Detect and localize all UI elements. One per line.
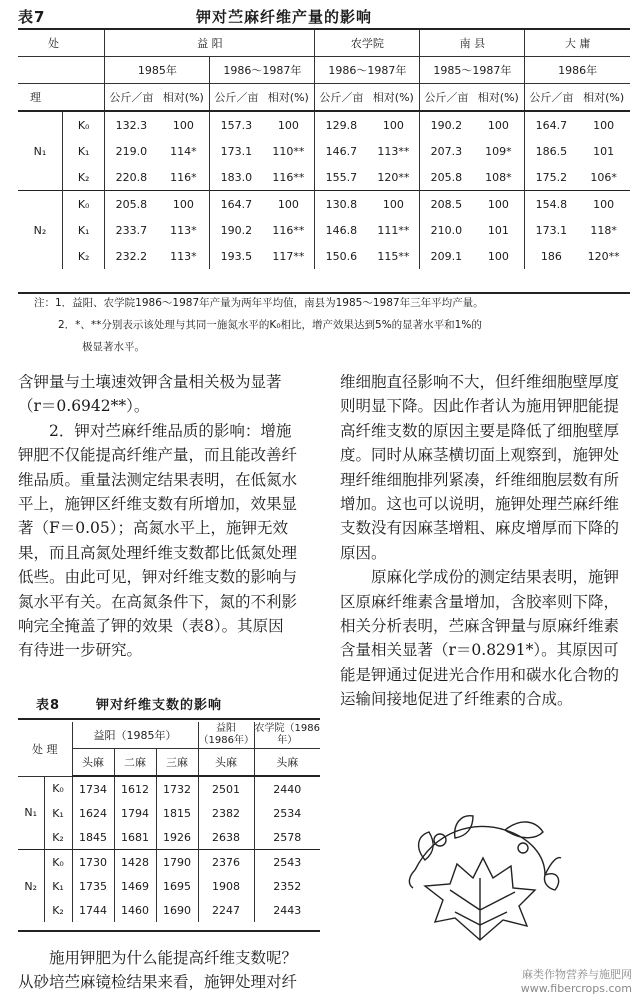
text-line: 则明显下降。因此作者认为施用钾肥能提 <box>340 397 620 416</box>
table8-col: 头麻 <box>198 749 254 777</box>
table8-potassium-level: K₁ <box>44 874 72 898</box>
text-line: 氮水平有关。在高氮条件下，氮的不利影 <box>18 592 298 611</box>
table8-fiber-count-cell: 1612 <box>114 776 156 801</box>
table7-nitrogen-level: N₂ <box>18 191 62 270</box>
table7-yield-cell: 150.6 <box>315 243 368 269</box>
table7-unit-kg: 公斤／亩 <box>105 84 158 112</box>
table7-relative-cell: 100 <box>593 118 615 132</box>
table8-fiber-count-cell: 2376 <box>198 850 254 875</box>
table7-unit-rel: 相对(%) <box>472 84 525 112</box>
table8-fiber-count-cell: 2543 <box>254 850 320 875</box>
table8-fiber-count-cell: 1734 <box>72 776 114 801</box>
table7-yield-cell: 173.1 <box>525 217 578 243</box>
table7-relative-cell: 101 <box>593 144 615 158</box>
table7-nitrogen-level: N₁ <box>33 144 47 158</box>
table7-yield-cell: 207.3 <box>420 138 473 164</box>
table7-relative-cell: 100 <box>172 118 194 132</box>
table8-col: 三麻 <box>156 749 198 777</box>
table7-note-3: 极显著水平。 <box>82 341 145 353</box>
table7-relative-cell: 101 <box>487 223 509 237</box>
right-paragraphs <box>340 370 626 712</box>
table7-relative-cell: 113* <box>170 249 197 263</box>
text-line: 施用钾肥为什么能提高纤维支数呢？ <box>49 949 298 967</box>
table8-row <box>18 850 320 875</box>
table8-fiber-count-cell: 1730 <box>72 850 114 875</box>
table7-potassium-level: K₁ <box>62 138 104 164</box>
table8-fiber-count-cell: 1815 <box>156 801 198 825</box>
table7-yield-cell: 220.8 <box>105 164 158 191</box>
table7-relative-cell: 113* <box>170 223 197 237</box>
table8-fiber-count-cell: 2440 <box>254 776 320 801</box>
table7-row <box>18 111 630 138</box>
table8-row <box>18 776 320 801</box>
table8-fiber-count-cell: 1469 <box>114 874 156 898</box>
table7-yield-cell: 146.7 <box>315 138 368 164</box>
text-line: 能是钾通过促进光合作用和碳水化合物的 <box>340 665 620 684</box>
table7-relative-cell: 100 <box>262 191 315 218</box>
table7-yield-cell: 210.0 <box>420 217 473 243</box>
table7-row <box>18 164 630 191</box>
table7-row <box>18 138 630 164</box>
table7-site-yiyang: 益 阳 <box>105 30 315 57</box>
table8-fiber-count-cell: 1926 <box>156 825 198 850</box>
table7-relative-cell: 108* <box>485 170 512 184</box>
table8-row <box>18 874 320 898</box>
table8-potassium-level: K₀ <box>44 850 72 875</box>
table7-potassium-level: K₀ <box>62 111 104 138</box>
text-line: 运输间接地促进了纤维素的合成。 <box>340 690 573 709</box>
table7-yield-cell: 233.7 <box>105 217 158 243</box>
leaf-veins <box>450 878 515 940</box>
table7 <box>18 30 630 269</box>
table7-relative-cell: 116** <box>272 223 305 237</box>
table7-year: 1986年 <box>525 57 630 84</box>
table7-yield-cell: 193.5 <box>210 243 263 269</box>
text-line: （r＝0.6942**）。 <box>18 397 150 416</box>
table7-relative-cell: 115** <box>377 249 410 263</box>
watermark-url: www.fibercrops.com <box>520 982 632 995</box>
text-line: 果，而且高氮处理纤维支数都比低氮处理 <box>18 543 298 562</box>
table7-notes <box>34 292 624 358</box>
text-line: 相关分析表明，苎麻含钾量与原麻纤维素 <box>340 617 620 636</box>
table8-site3: 农学院（1986年） <box>254 722 320 749</box>
leaf-small <box>455 816 473 838</box>
table7-yield-cell: 209.1 <box>420 243 473 269</box>
table7-relative-cell: 100 <box>487 249 509 263</box>
table7-yield-cell: 190.2 <box>210 217 263 243</box>
table8-col: 头麻 <box>254 749 320 777</box>
table8-fiber-count-cell: 1908 <box>198 874 254 898</box>
text-line: 原因。 <box>340 543 387 562</box>
table7-relative-cell: 100 <box>487 118 509 132</box>
table7-relative-cell: 106* <box>590 170 617 184</box>
text-line: 含量相关显著（r＝0.8291*）。其原因可 <box>340 641 619 660</box>
paragraph-fiber-cell-wall <box>340 370 626 565</box>
table7-yield-cell: 232.2 <box>105 243 158 269</box>
table8 <box>18 722 320 922</box>
table8-fiber-count-cell: 1695 <box>156 874 198 898</box>
text-line: 钾肥不仅能提高纤维产量，而且能改善纤 <box>18 446 298 465</box>
table7-yield-cell: 175.2 <box>525 164 578 191</box>
table8-potassium-level: K₁ <box>44 801 72 825</box>
text-line: 著（F＝0.05）；高氮水平上，施钾无效 <box>18 519 289 538</box>
text-line: 原麻化学成份的测定结果表明，施钾 <box>371 568 620 587</box>
table7-year: 1986～1987年 <box>210 57 315 84</box>
table8-bottom-rule <box>18 930 320 932</box>
leaf-small <box>505 822 543 838</box>
table7-yield-cell: 130.8 <box>315 191 368 218</box>
table7-yield-cell: 164.7 <box>525 111 578 138</box>
table7-relative-cell: 116* <box>170 170 197 184</box>
table7-yield-cell: 132.3 <box>105 111 158 138</box>
table8-row <box>18 898 320 922</box>
table7-yield-cell: 186 <box>525 243 578 269</box>
table7-row <box>18 243 630 269</box>
table7-row <box>18 217 630 243</box>
table7-relative-cell: 116** <box>272 170 305 184</box>
table7-corner-top: 处 <box>18 30 105 57</box>
berry <box>518 843 528 853</box>
table7-number: 表7 <box>18 8 46 26</box>
text-line: 有待进一步研究。 <box>18 641 143 660</box>
leaf-small <box>419 832 433 860</box>
table8-fiber-count-cell: 2501 <box>198 776 254 801</box>
table8-nitrogen-level: N₁ <box>24 806 38 820</box>
table7-relative-cell: 118* <box>590 223 617 237</box>
text-line: 2．钾对苎麻纤维品质的影响：增施 <box>49 421 292 440</box>
table7-title: 钾对苎麻纤维产量的影响 <box>196 8 373 26</box>
table8-potassium-level: K₂ <box>44 825 72 850</box>
table8-fiber-count-cell: 1744 <box>72 898 114 922</box>
table7-note-1: 注：1．益阳、农学院1986～1987年产量为两年平均值，南县为1985～1987年三年平均产量。 <box>34 297 484 309</box>
text-line: 低些。由此可见，钾对纤维支数的影响与 <box>18 568 298 587</box>
table8-fiber-count-cell: 1681 <box>114 825 156 850</box>
text-line: 度。同时从麻茎横切面上观察到，施钾处 <box>340 446 620 465</box>
text-line: 从砂培苎麻镜检结果来看，施钾处理对纤 <box>18 973 298 992</box>
table7-unit-kg: 公斤／亩 <box>420 84 473 112</box>
table8-corner: 处 理 <box>18 722 72 776</box>
table7-relative-cell: 114* <box>170 144 197 158</box>
table8-fiber-count-cell: 1460 <box>114 898 156 922</box>
table8-number: 表8 <box>36 698 61 713</box>
table7-year: 1985～1987年 <box>420 57 525 84</box>
text-line: 含钾量与土壤速效钾含量相关极为显著 <box>18 373 282 391</box>
table7-unit-rel: 相对(%) <box>262 84 315 112</box>
table7-site-nanxian: 南 县 <box>420 30 525 57</box>
paragraph-soil-potassium <box>18 370 318 419</box>
left-paragraphs-bottom <box>18 946 318 995</box>
table8-site1: 益阳（1985年） <box>72 722 198 749</box>
table7-unit-kg: 公斤／亩 <box>315 84 368 112</box>
table7-relative-cell: 100 <box>472 191 525 218</box>
table8-fiber-count-cell: 2578 <box>254 825 320 850</box>
text-line: 高纤维支数的原因主要是降低了细胞壁厚 <box>340 421 620 440</box>
table7-note-2: 2．*、**分别表示该处理与其同一施氮水平的K₀相比，增产效果达到5%的显著水平和1%的 <box>58 319 482 331</box>
table8-fiber-count-cell: 2382 <box>198 801 254 825</box>
table7-yield-cell: 205.8 <box>420 164 473 191</box>
table7-corner-bottom: 理 <box>18 84 105 112</box>
table8-top-rule <box>18 718 320 720</box>
leaf-small <box>544 874 558 890</box>
table7-row <box>18 191 630 218</box>
table8-fiber-count-cell: 1790 <box>156 850 198 875</box>
table7-yield-cell: 219.0 <box>105 138 158 164</box>
table7-relative-cell: 100 <box>277 118 299 132</box>
table7-potassium-level: K₁ <box>62 217 104 243</box>
table8-fiber-count-cell: 1690 <box>156 898 198 922</box>
table8-nitrogen-level: N₂ <box>18 850 44 923</box>
table7-unit-rel: 相对(%) <box>577 84 630 112</box>
table7-relative-cell: 100 <box>367 191 420 218</box>
table7-relative-cell: 113** <box>377 144 410 158</box>
table7-yield-cell: 154.8 <box>525 191 578 218</box>
table7-unit-kg: 公斤／亩 <box>210 84 263 112</box>
table7-relative-cell: 100 <box>157 191 210 218</box>
table7-relative-cell: 100 <box>382 118 404 132</box>
table7-yield-cell: 157.3 <box>210 111 263 138</box>
table8-fiber-count-cell: 1735 <box>72 874 114 898</box>
text-line: 响完全掩盖了钾的效果（表8）。其原因 <box>18 617 284 636</box>
table7-year: 1985年 <box>105 57 210 84</box>
text-line: 维品质。重量法测定结果表明，在低氮水 <box>18 470 298 489</box>
table7-relative-cell: 120** <box>377 170 410 184</box>
table8-fiber-count-cell: 2534 <box>254 801 320 825</box>
table8-row <box>18 801 320 825</box>
table7-relative-cell: 110** <box>272 144 305 158</box>
table8-fiber-count-cell: 1794 <box>114 801 156 825</box>
table8-fiber-count-cell: 2352 <box>254 874 320 898</box>
table7-yield-cell: 129.8 <box>315 111 368 138</box>
table7-unit-rel: 相对(%) <box>157 84 210 112</box>
paragraph-why-fiber-count <box>18 946 318 995</box>
table8-title: 钾对纤维支数的影响 <box>96 698 223 713</box>
text-line: 理纤维细胞排列紧凑，纤维细胞层数有所 <box>340 470 620 489</box>
paragraph-chemical-composition <box>340 565 626 711</box>
paragraph-fiber-quality <box>18 419 318 663</box>
text-line: 区原麻纤维素含量增加，含胶率则下降， <box>340 592 620 611</box>
table7-relative-cell: 117** <box>272 249 305 263</box>
watermark-title: 麻类作物营养与施肥网 <box>522 968 632 981</box>
table8-fiber-count-cell: 1845 <box>72 825 114 850</box>
table7-unit-rel: 相对(%) <box>367 84 420 112</box>
table7-site-dayong: 大 庸 <box>525 30 630 57</box>
table7-potassium-level: K₀ <box>62 191 104 218</box>
table7-potassium-level: K₂ <box>62 243 104 269</box>
table8-fiber-count-cell: 2638 <box>198 825 254 850</box>
table7-yield-cell: 173.1 <box>210 138 263 164</box>
text-line: 平上，施钾区纤维支数有所增加，效果显 <box>18 495 298 514</box>
table7-potassium-level: K₂ <box>62 164 104 191</box>
table8-fiber-count-cell: 1428 <box>114 850 156 875</box>
table7-relative-cell: 120** <box>587 249 620 263</box>
text-line: 维细胞直径影响不大，但纤维细胞壁厚度 <box>340 373 620 391</box>
table7-relative-cell: 100 <box>577 191 630 218</box>
leaf-illustration <box>395 800 565 950</box>
table7-yield-cell: 190.2 <box>420 111 473 138</box>
table7-yield-cell: 164.7 <box>210 191 263 218</box>
table8-fiber-count-cell: 1732 <box>156 776 198 801</box>
table8-col: 二麻 <box>114 749 156 777</box>
table7-site-nongxueyuan: 农学院 <box>315 30 420 57</box>
table7-yield-cell: 146.8 <box>315 217 368 243</box>
table7-yield-cell: 155.7 <box>315 164 368 191</box>
table7-year: 1986～1987年 <box>315 57 420 84</box>
table8-fiber-count-cell: 1624 <box>72 801 114 825</box>
table8-fiber-count-cell: 2247 <box>198 898 254 922</box>
table8-potassium-level: K₀ <box>44 776 72 801</box>
table8-site2: 益阳（1986年） <box>198 722 254 749</box>
table8-fiber-count-cell: 2443 <box>254 898 320 922</box>
text-line: 增加。这也可以说明，施钾处理苎麻纤维 <box>340 495 620 514</box>
table7-relative-cell: 109* <box>485 144 512 158</box>
table7-yield-cell: 186.5 <box>525 138 578 164</box>
table8-row <box>18 825 320 850</box>
table8-potassium-level: K₂ <box>44 898 72 922</box>
table7-yield-cell: 208.5 <box>420 191 473 218</box>
table8-col: 头麻 <box>72 749 114 777</box>
table7-yield-cell: 183.0 <box>210 164 263 191</box>
table7-yield-cell: 205.8 <box>105 191 158 218</box>
left-paragraphs-top <box>18 370 318 663</box>
table7-unit-kg: 公斤／亩 <box>525 84 578 112</box>
table7-relative-cell: 111** <box>377 223 410 237</box>
text-line: 支数没有因麻茎增粗、麻皮增厚而下降的 <box>340 519 620 538</box>
vine-stem <box>415 826 545 875</box>
